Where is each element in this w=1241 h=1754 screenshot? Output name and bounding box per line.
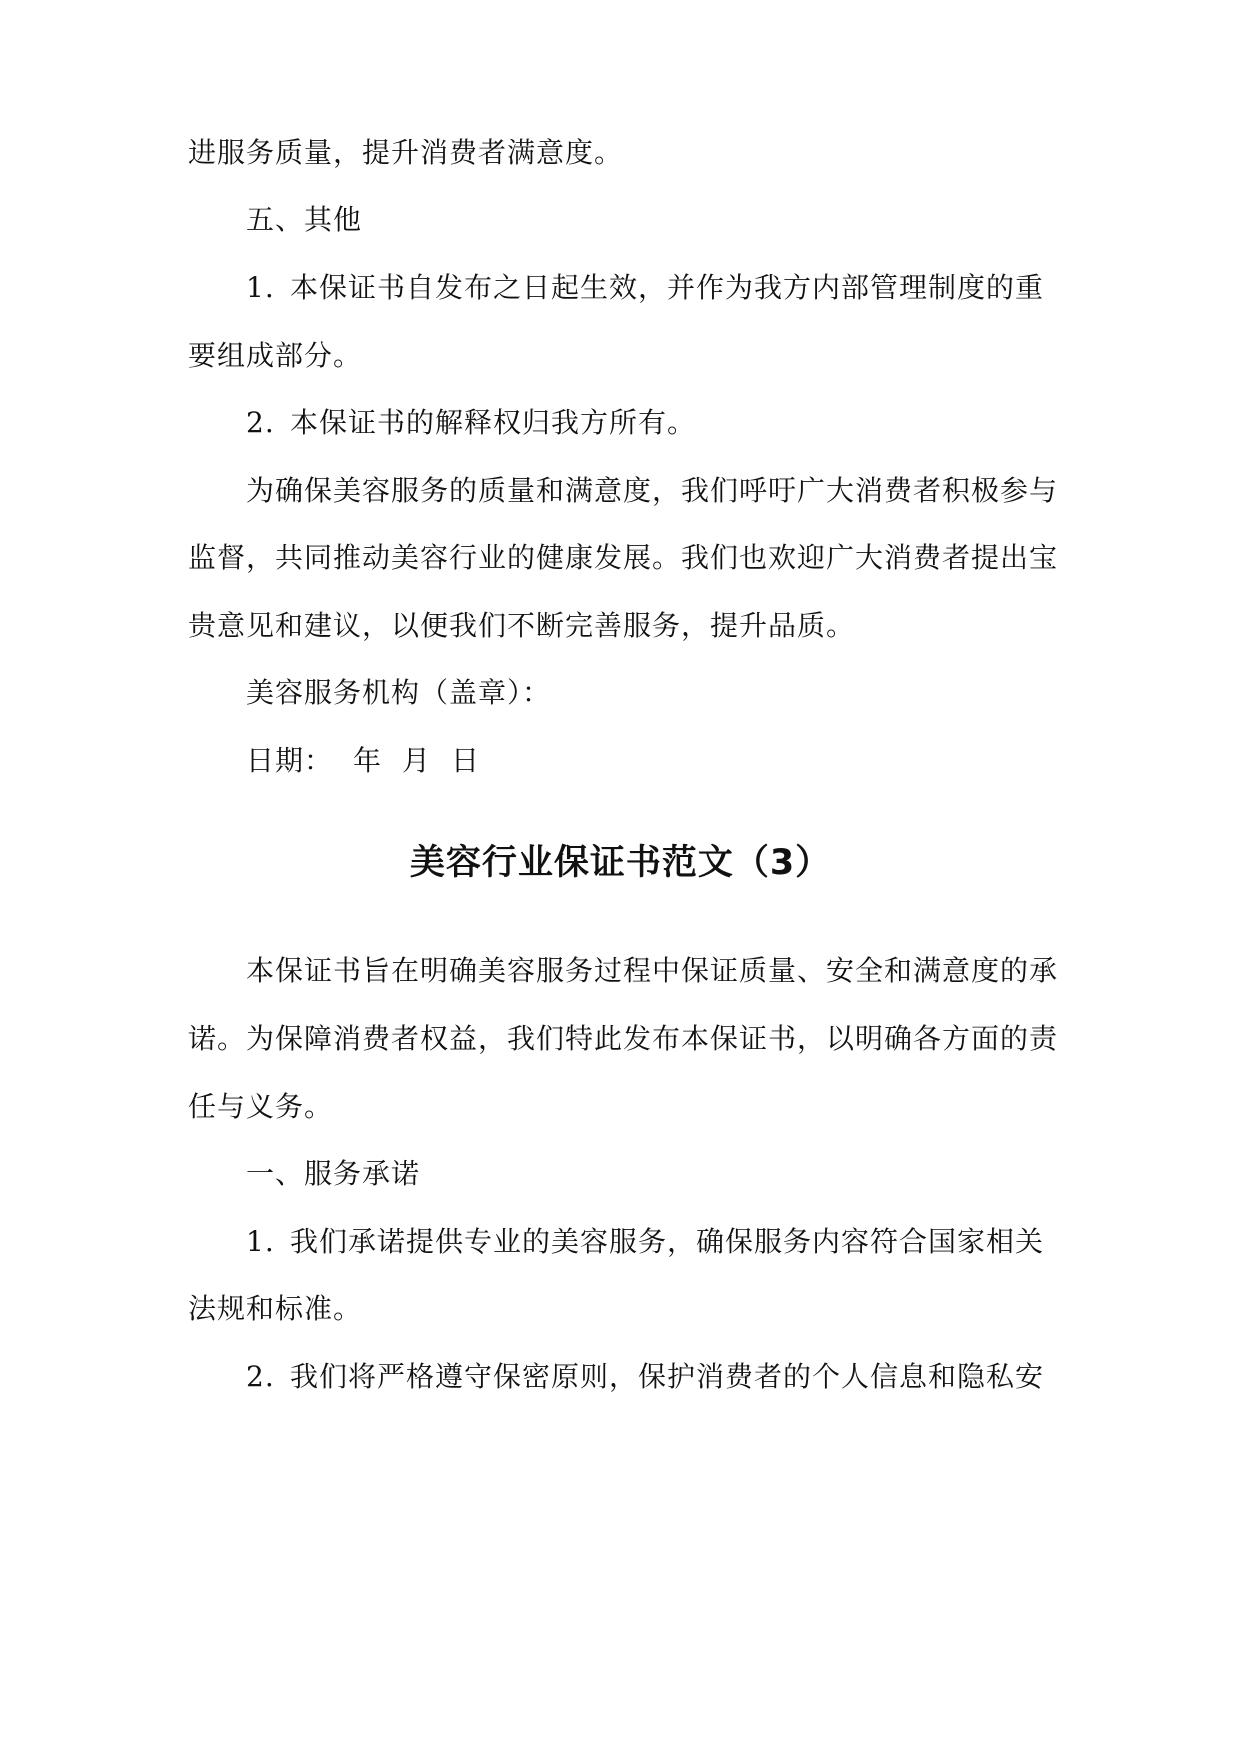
date-month: 月 bbox=[402, 744, 432, 777]
list-number: 2. bbox=[246, 1360, 275, 1393]
list-number: 1. bbox=[246, 271, 275, 304]
list-item-1-line-1 bbox=[246, 268, 1058, 308]
intro-paragraph-line-1: 本保证书旨在明确美容服务过程中保证质量、安全和满意度的承 bbox=[246, 954, 1059, 987]
list-item-1-line-2: 要组成部分。 bbox=[188, 339, 363, 372]
section-title: 美容行业保证书范文（3） bbox=[409, 843, 832, 883]
intro-paragraph-line-2: 诺。为保障消费者权益，我们特此发布本保证书，以明确各方面的责 bbox=[188, 1022, 1059, 1055]
signature-line: 美容服务机构（盖章）： bbox=[246, 676, 552, 709]
commitment-item-1-line-2: 法规和标准。 bbox=[188, 1292, 363, 1325]
list-number: 2. bbox=[246, 406, 275, 439]
date-day: 日 bbox=[451, 744, 481, 777]
list-item-2 bbox=[246, 403, 1058, 443]
list-item-text: 本保证书自发布之日起生效，并作为我方内部管理制度的重 bbox=[290, 271, 1045, 304]
list-number: 1. bbox=[246, 1225, 275, 1258]
list-item-text: 我们将严格遵守保密原则，保护消费者的个人信息和隐私安 bbox=[290, 1360, 1045, 1393]
closing-paragraph-line-3: 贵意见和建议，以便我们不断完善服务，提升品质。 bbox=[188, 609, 856, 642]
list-item-text: 本保证书的解释权归我方所有。 bbox=[290, 406, 697, 439]
heading-service-commitment: 一、服务承诺 bbox=[246, 1157, 421, 1190]
list-item-text: 我们承诺提供专业的美容服务，确保服务内容符合国家相关 bbox=[290, 1225, 1045, 1258]
commitment-item-1-line-1 bbox=[246, 1222, 1058, 1262]
heading-other: 五、其他 bbox=[246, 203, 363, 236]
date-label: 日期： bbox=[246, 744, 334, 777]
date-line bbox=[246, 741, 1058, 781]
closing-paragraph-line-1: 为确保美容服务的质量和满意度，我们呼吁广大消费者积极参与 bbox=[246, 474, 1059, 507]
paragraph-continuation: 进服务质量，提升消费者满意度。 bbox=[188, 136, 624, 169]
date-year: 年 bbox=[353, 744, 383, 777]
intro-paragraph-line-3: 任与义务。 bbox=[188, 1090, 334, 1123]
commitment-item-2-line-1 bbox=[246, 1357, 1058, 1397]
closing-paragraph-line-2: 监督，共同推动美容行业的健康发展。我们也欢迎广大消费者提出宝 bbox=[188, 541, 1059, 574]
